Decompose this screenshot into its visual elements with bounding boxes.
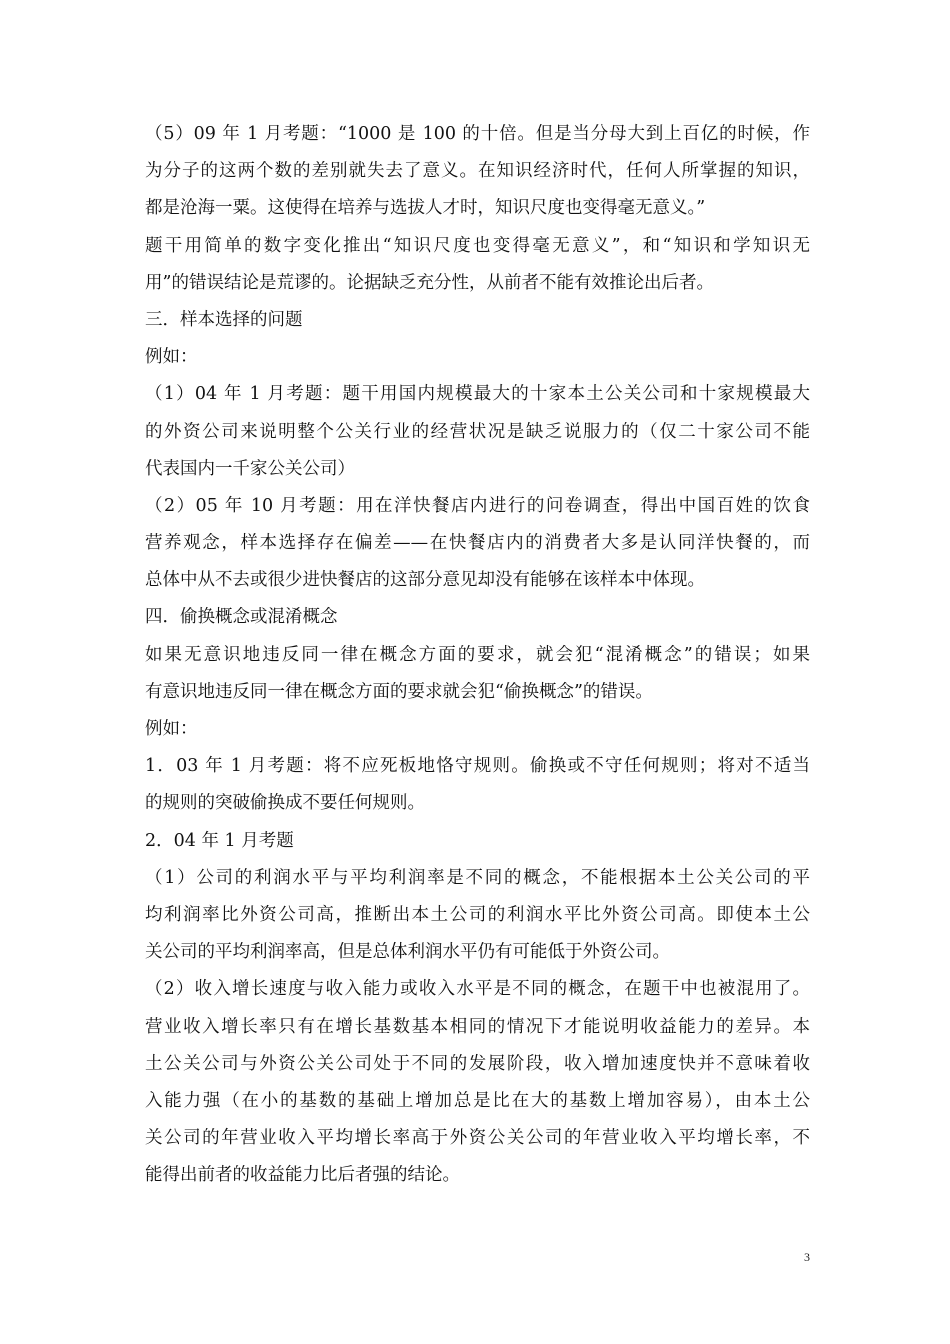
text-line: 代表国内一千家公关公司） (145, 458, 355, 479)
text-line: 关公司的年营业收入平均增长率高于外资公关公司的年营业收入平均增长率，不 (145, 1128, 810, 1149)
text-line: 例如： (145, 719, 198, 739)
text-line: 均利润率比外资公司高，推断出本土公司的利润水平比外资公司高。即使本土公 (145, 904, 810, 925)
text-line: 的外资公司来说明整个公关行业的经营状况是缺乏说服力的（仅二十家公司不能 (145, 421, 810, 442)
text-line: 都是沧海一粟。这使得在培养与选拔人才时，知识尺度也变得毫无意义。” (145, 198, 706, 219)
text-line: 关公司的平均利润率高，但是总体利润水平仍有可能低于外资公司。 (145, 942, 670, 963)
section-heading: 四．偷换概念或混淆概念 (145, 607, 338, 628)
text-line: 如果无意识地违反同一律在概念方面的要求，就会犯“混淆概念”的错误；如果 (145, 644, 810, 665)
text-line: 能得出前者的收益能力比后者强的结论。 (145, 1165, 460, 1186)
text-line: （5）09 年 1 月考题：“1000 是 100 的十倍。但是当分母大到上百亿的时候，作 (145, 124, 810, 144)
text-line: 总体中从不去或很少进快餐店的这部分意见却没有能够在该样本中体现。 (145, 570, 705, 591)
text-line: 的规则的突破偷换成不要任何规则。 (145, 793, 425, 814)
text-line: （1）公司的利润水平与平均利润率是不同的概念，不能根据本土公关公司的平 (145, 867, 810, 888)
text-line: （1）04 年 1 月考题：题干用国内规模最大的十家本土公关公司和十家规模最大 (145, 384, 810, 405)
text-line: 营业收入增长率只有在增长基数基本相同的情况下才能说明收益能力的差异。本 (145, 1016, 810, 1037)
document-body (145, 116, 810, 1194)
text-line: 用”的错误结论是荒谬的。论据缺乏充分性，从前者不能有效推论出后者。 (145, 272, 714, 293)
text-line: 为分子的这两个数的差别就失去了意义。在知识经济时代，任何人所掌握的知识， (145, 161, 810, 182)
text-line: （2）05 年 10 月考题：用在洋快餐店内进行的问卷调查，得出中国百姓的饮食 (145, 495, 810, 516)
text-line: 入能力强（在小的基数的基础上增加总是比在大的基数上增加容易），由本土公 (145, 1090, 810, 1111)
section-heading: 三．样本选择的问题 (145, 309, 303, 330)
text-line: 土公关公司与外资公关公司处于不同的发展阶段，收入增加速度快并不意味着收 (145, 1053, 810, 1074)
text-line: 例如： (145, 347, 198, 368)
text-line: （2）收入增长速度与收入能力或收入水平是不同的概念，在题干中也被混用了。 (145, 979, 810, 1000)
text-line: 营养观念，样本选择存在偏差——在快餐店内的消费者大多是认同洋快餐的，而 (145, 533, 810, 554)
text-line: 1．03 年 1 月考题：将不应死板地恪守规则。偷换或不守任何规则；将对不适当 (145, 756, 810, 777)
page-number: 3 (804, 1250, 810, 1264)
text-line: 有意识地违反同一律在概念方面的要求就会犯“偷换概念”的错误。 (145, 681, 653, 702)
text-line: 2．04 年 1 月考题 (145, 830, 294, 851)
text-line: 题干用简单的数字变化推出“知识尺度也变得毫无意义”，和“知识和学知识无 (145, 235, 810, 256)
